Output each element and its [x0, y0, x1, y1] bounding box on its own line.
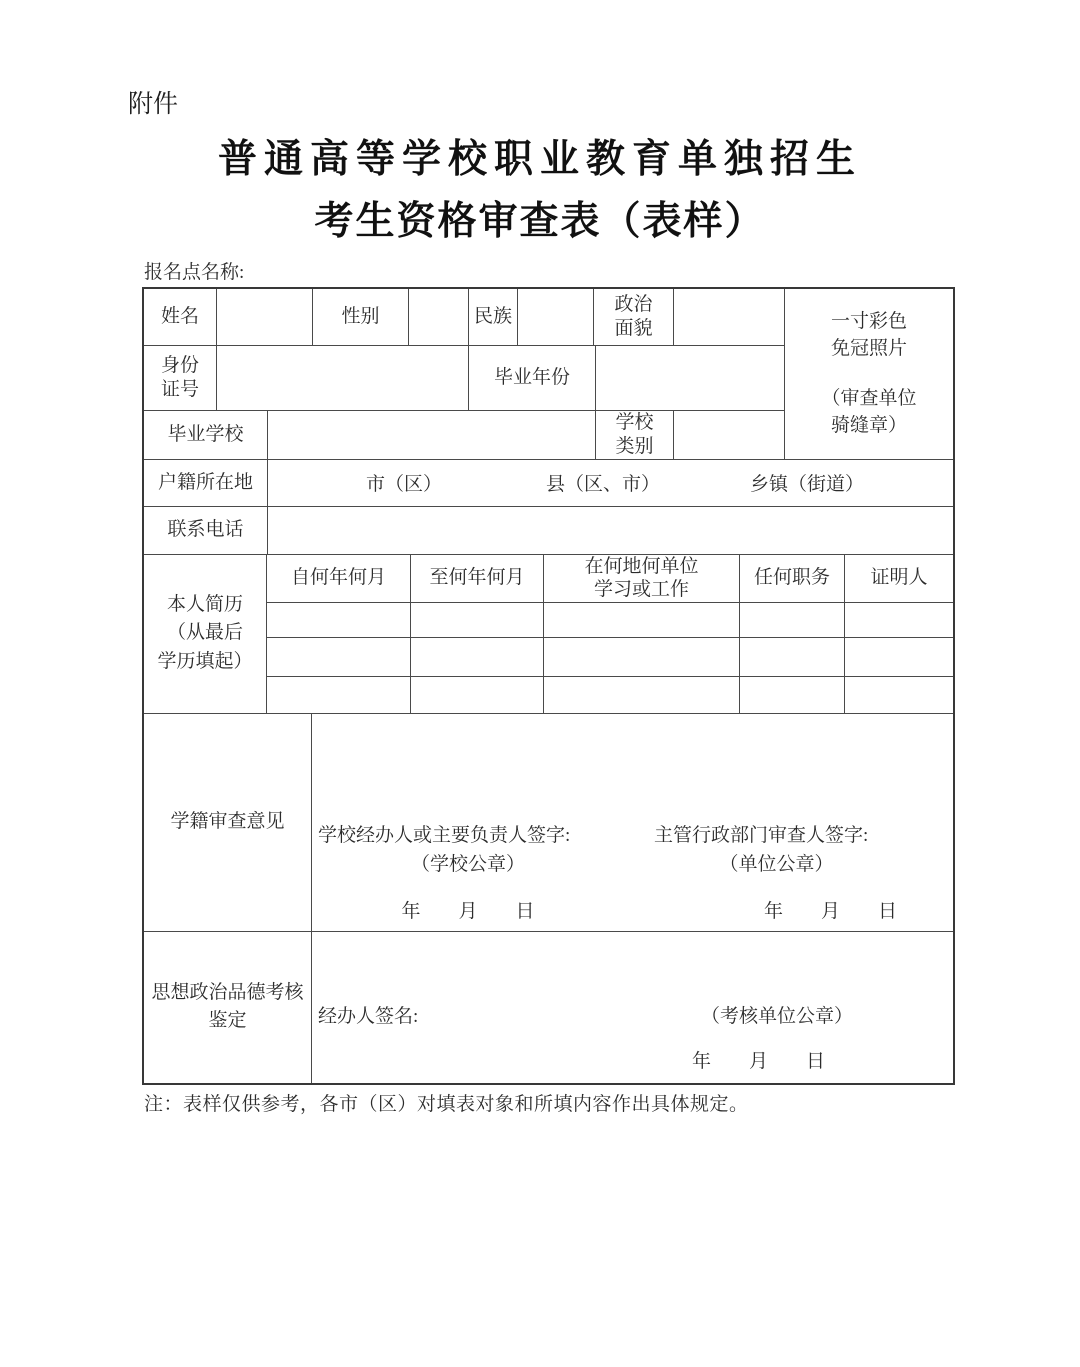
resume-empty-cell [845, 638, 953, 677]
resume-label-line3: 学历填起） [157, 650, 253, 672]
table-row-id [144, 346, 784, 411]
table-row-household [144, 460, 953, 507]
photo-note-line1: 一寸彩色 [830, 310, 907, 332]
photo-note-line4: 骑缝章） [830, 415, 907, 437]
household-county-label: 县（区、市） [546, 474, 661, 495]
moral-date-label: 年 月 日 [691, 1051, 825, 1072]
resume-empty-cell [740, 638, 845, 677]
handler-sign-label: 经办人签名: [318, 1006, 419, 1027]
resume-label [144, 555, 267, 714]
resume-empty-cell [544, 677, 740, 714]
resume-empty-cell [267, 677, 411, 714]
id-number-line1: 身份 [160, 355, 199, 377]
table-row-basic [144, 289, 784, 346]
resume-empty-cell [740, 603, 845, 638]
resume-label-line2: （从最后 [166, 622, 243, 644]
moral-review-section [144, 932, 953, 1084]
political-status-line1: 政治 [614, 294, 653, 316]
resume-empty-cell [740, 677, 845, 714]
resume-section [144, 555, 953, 714]
graduation-school-field [268, 411, 596, 460]
moral-review-label [144, 932, 312, 1084]
resume-empty-row [267, 677, 953, 714]
resume-empty-cell [411, 677, 544, 714]
resume-empty-cell [267, 603, 411, 638]
resume-empty-cell [845, 603, 953, 638]
graduation-year-field [596, 346, 784, 411]
resume-header-place-line2: 学习或工作 [593, 579, 689, 601]
resume-empty-cell [544, 603, 740, 638]
personal-info-left [144, 289, 784, 460]
photo-note-line2: 免冠照片 [830, 338, 907, 360]
resume-empty-cell [267, 638, 411, 677]
school-status-review-label-text: 学籍审查意见 [170, 810, 285, 832]
id-number-label [144, 346, 217, 411]
political-status-label [594, 289, 674, 346]
moral-review-blank-area [312, 932, 953, 1002]
dept-seal-label: （单位公章） [719, 853, 834, 875]
photo-note-line3: （审查单位 [821, 387, 917, 409]
dept-signature-block [654, 820, 899, 923]
school-type-line2: 类别 [615, 435, 654, 457]
photo-placeholder-cell [784, 289, 953, 460]
footnote: 注：表样仅供参考，各市（区）对填表对象和所填内容作出具体规定。 [144, 1094, 749, 1115]
moral-review-label-line2: 鉴定 [208, 1010, 247, 1032]
resume-empty-cell [845, 677, 953, 714]
qualification-review-table [142, 287, 955, 1085]
dept-sign-label: 主管行政部门审查人签字: [654, 824, 869, 846]
resume-label-line1: 本人简历 [166, 593, 243, 615]
table-row-phone [144, 507, 953, 555]
phone-label: 联系电话 [144, 507, 268, 555]
gender-label: 性别 [313, 289, 409, 346]
resume-header-witness: 证明人 [845, 555, 953, 604]
resume-empty-cell [411, 603, 544, 638]
ethnicity-field [518, 289, 594, 346]
resume-grid [267, 555, 953, 714]
school-status-review-label [144, 714, 312, 932]
resume-empty-row [267, 603, 953, 638]
school-status-review-blank-area [312, 714, 953, 820]
name-label: 姓名 [144, 289, 217, 346]
resume-empty-cell [544, 638, 740, 677]
id-number-field [217, 346, 469, 411]
graduation-school-label: 毕业学校 [144, 411, 268, 460]
political-status-field [674, 289, 784, 346]
resume-header-place [544, 555, 740, 604]
household-label: 户籍所在地 [144, 460, 268, 507]
graduation-year-label: 毕业年份 [469, 346, 596, 411]
resume-empty-cell [411, 638, 544, 677]
resume-empty-row [267, 638, 953, 677]
school-seal-label: （学校公章） [410, 853, 525, 875]
personal-info-block [144, 289, 953, 460]
dept-date-label: 年 月 日 [763, 900, 897, 922]
school-signature-block [318, 820, 618, 923]
resume-header-to: 至何年何月 [411, 555, 544, 604]
moral-review-content [312, 932, 953, 1084]
resume-header-place-line1: 在何地何单位 [584, 555, 699, 577]
school-type-label [596, 411, 674, 460]
resume-header-row [267, 555, 953, 604]
resume-header-position: 任何职务 [740, 555, 845, 604]
household-city-label: 市（区） [366, 474, 443, 495]
school-status-review-section [144, 714, 953, 932]
household-field [268, 460, 953, 507]
phone-field [268, 507, 953, 555]
form-title-line1: 普通高等学校职业教育单独招生 [217, 138, 862, 181]
resume-header-from: 自何年何月 [267, 555, 411, 604]
moral-signature-row [312, 1001, 953, 1028]
household-town-label: 乡镇（街道） [750, 474, 865, 495]
political-status-line2: 面貌 [614, 318, 653, 339]
id-number-line2: 证号 [160, 379, 199, 400]
school-sign-label: 学校经办人或主要负责人签字: [318, 824, 571, 846]
form-title-line2: 考生资格审查表（表样） [314, 200, 766, 243]
table-row-school [144, 411, 784, 460]
school-type-line1: 学校 [615, 412, 654, 433]
school-date-label: 年 月 日 [401, 900, 535, 922]
school-status-signature-row [312, 820, 953, 931]
moral-review-label-line1: 思想政治品德考核 [151, 981, 304, 1003]
assessment-seal-label: （考核单位公章） [700, 1006, 853, 1027]
attachment-label: 附件 [128, 91, 179, 118]
ethnicity-label: 民族 [469, 289, 518, 346]
school-type-field [674, 411, 784, 460]
registration-point-label: 报名点名称: [144, 262, 245, 283]
gender-field [409, 289, 469, 346]
name-field [217, 289, 313, 346]
school-status-review-content [312, 714, 953, 932]
